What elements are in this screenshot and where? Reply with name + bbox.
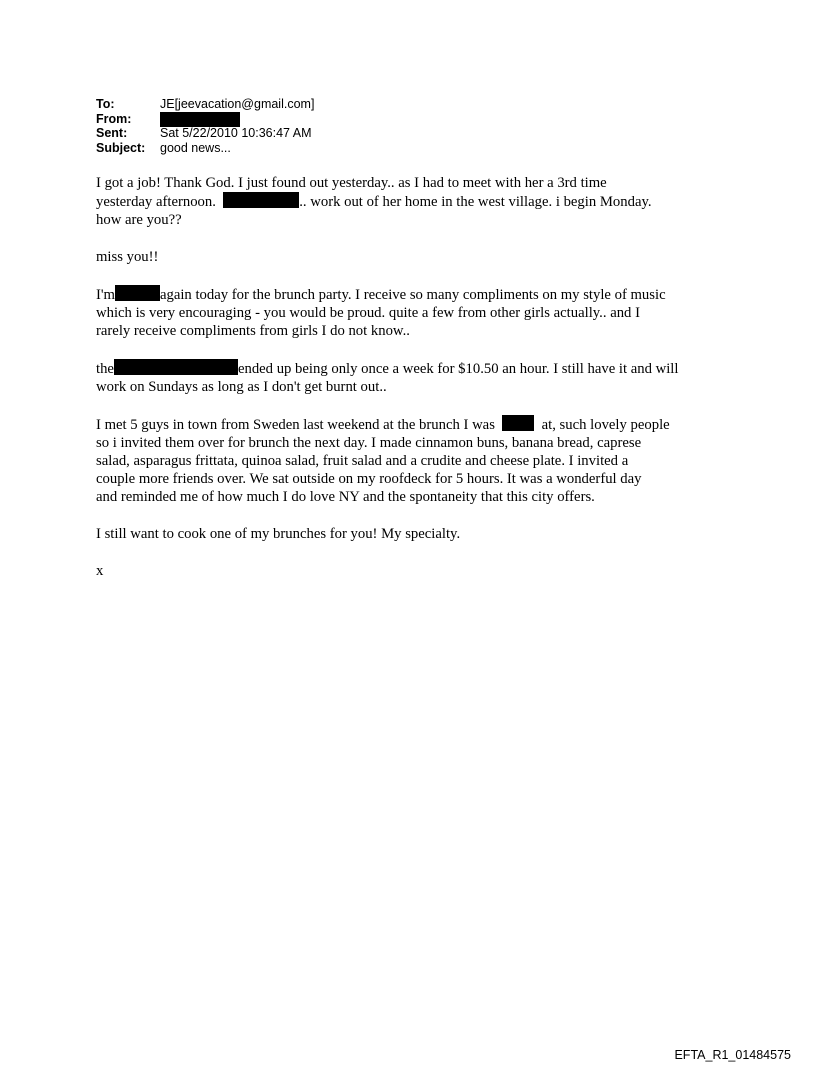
text-line: miss you!! — [96, 249, 159, 265]
text-segment: ended up being only once a week for $10.50 an hour. I still have it and will — [237, 361, 679, 377]
text-line: which is very encouraging - you would be proud. quite a few from other girls actually.. and I — [96, 305, 640, 321]
text-line — [96, 285, 736, 304]
text-line: work on Sundays as long as I don't get burnt out.. — [96, 379, 387, 395]
text-segment: yesterday afternoon. — [96, 194, 216, 210]
text-segment: at, such lovely people — [541, 417, 670, 433]
sent-row — [96, 126, 314, 141]
text-segment: I met 5 guys in town from Sweden last weekend at the brunch I was — [96, 417, 495, 433]
document-id: EFTA_R1_01484575 — [674, 1048, 791, 1062]
subject-label: Subject: — [96, 140, 146, 155]
text-line: I still want to cook one of my brunches for you! My specialty. — [96, 526, 461, 542]
text-line: salad, asparagus frittata, quinoa salad, fruit salad and a crudite and cheese plate. I invited a — [96, 453, 629, 469]
redaction-box — [114, 359, 238, 375]
text-line: I got a job! Thank God. I just found out yesterday.. as I had to meet with her a 3rd time — [96, 175, 607, 191]
paragraph-wage — [96, 359, 736, 396]
paragraph-miss — [96, 248, 736, 266]
to-value: JE[jeevacation@gmail.com] — [160, 97, 315, 111]
text-segment: .. work out of her home in the west village. i begin Monday. — [299, 194, 652, 210]
to-label: To: — [96, 97, 115, 111]
redaction-box — [223, 192, 299, 208]
paragraph-job — [96, 174, 736, 229]
redaction-box — [115, 285, 160, 301]
text-line: and reminded me of how much I do love NY and the spontaneity that this city offers. — [96, 489, 595, 505]
text-line: rarely receive compliments from girls I do not know.. — [96, 323, 410, 339]
text-line — [96, 359, 736, 378]
to-row — [96, 97, 314, 112]
text-line — [96, 192, 736, 211]
from-label: From: — [96, 111, 132, 126]
paragraph-signoff — [96, 562, 736, 580]
sent-label: Sent: — [96, 126, 128, 140]
text-line: couple more friends over. We sat outside on my roofdeck for 5 hours. It was a wonderful day — [96, 471, 642, 487]
email-body — [96, 174, 736, 599]
text-segment: again today for the brunch party. I receive so many compliments on my style of music — [159, 287, 666, 303]
paragraph-cook — [96, 525, 736, 543]
text-line: x — [96, 563, 104, 579]
from-value — [160, 112, 240, 127]
text-line — [96, 415, 736, 434]
text-segment: I'm — [96, 287, 115, 303]
subject-value: good news... — [160, 140, 231, 155]
text-line: so i invited them over for brunch the next day. I made cinnamon buns, banana bread, caprese — [96, 435, 642, 451]
subject-row — [96, 141, 314, 156]
text-segment: the — [96, 361, 114, 377]
paragraph-sweden — [96, 415, 736, 506]
email-header — [96, 97, 314, 155]
paragraph-brunch-party — [96, 285, 736, 340]
redaction-box — [160, 112, 240, 127]
redaction-box — [502, 415, 534, 431]
sent-value: Sat 5/22/2010 10:36:47 AM — [160, 126, 312, 140]
from-row — [96, 112, 314, 127]
text-line: how are you?? — [96, 212, 182, 228]
